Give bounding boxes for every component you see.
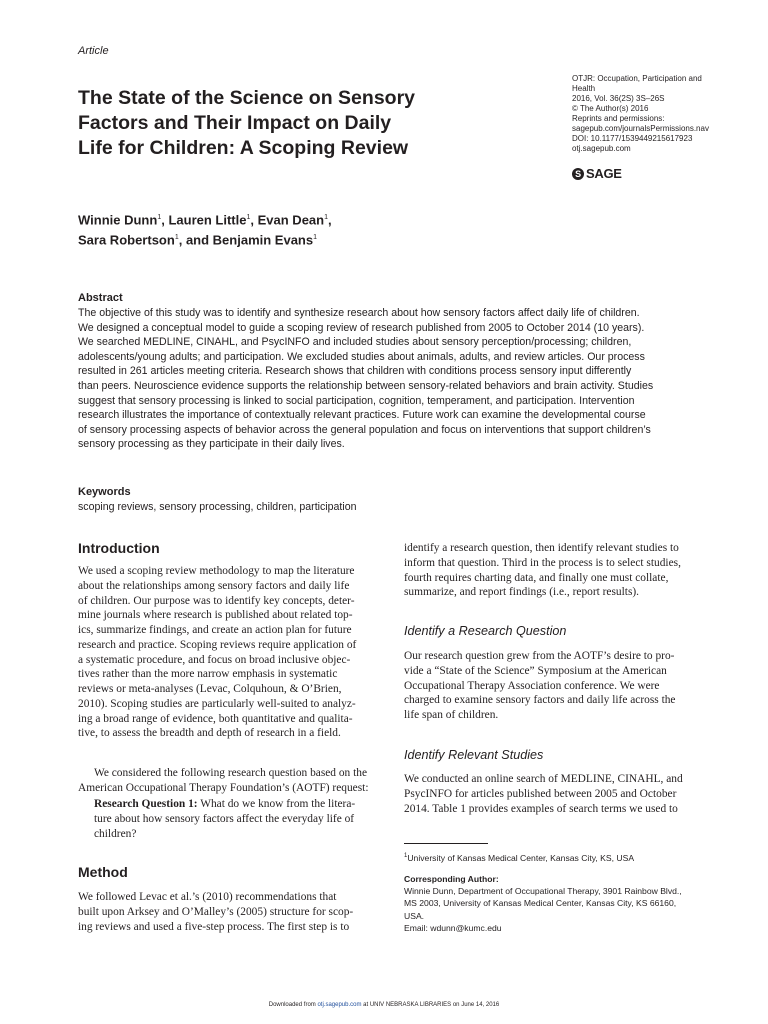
download-suffix: at UNIV NEBRASKA LIBRARIES on June 14, 2016 — [361, 1002, 500, 1008]
body-line: fourth requires charting data, and finally one must collate, — [404, 571, 669, 584]
footnotes — [404, 850, 714, 934]
body-line: We followed Levac et al.’s (2010) recommendations that — [78, 891, 337, 903]
journal-info-line: otj.sagepub.com — [572, 144, 631, 153]
affiliation-marker: 1 — [324, 214, 329, 221]
body-line: about the relationships among sensory factors and daily life — [78, 579, 350, 592]
body-line: children? — [94, 827, 137, 840]
sage-logo-text: SAGE — [586, 166, 622, 181]
keywords-list: scoping reviews, sensory processing, children, participation — [78, 501, 357, 513]
body-line: 2014. Table 1 provides examples of search terms we used to — [404, 802, 678, 815]
body-line: We considered the following research question based on the — [94, 767, 368, 779]
body-line: American Occupational Therapy Foundation’s (AOTF) request: — [78, 781, 369, 794]
author-separator: , — [250, 212, 258, 228]
affiliation-text: University of Kansas Medical Center, Kansas City, KS, USA — [407, 852, 635, 863]
abstract-line: The objective of this study was to identify and synthesize research about how sensory factors affect daily life of children. — [78, 307, 640, 319]
title-line: Life for Children: A Scoping Review — [78, 137, 409, 159]
abstract-line: resulted in 261 articles meeting criteria. Research shows that children with conditions process sensory input differently — [78, 365, 632, 378]
download-link[interactable]: otj.sagepub.com — [317, 1002, 362, 1008]
title-line: Factors and Their Impact on Daily — [78, 112, 392, 134]
journal-info-line: DOI: 10.1177/1539449215617923 — [572, 134, 693, 143]
body-line: ture about how sensory factors affect the everyday life of — [94, 812, 355, 825]
body-line — [94, 797, 386, 812]
body-line: Our research question grew from the AOTF’s desire to pro- — [404, 650, 675, 662]
corresponding-author-heading: Corresponding Author: — [404, 874, 499, 885]
author-line — [78, 229, 558, 249]
author-name: Winnie Dunn — [78, 212, 158, 228]
body-line: mine journals where research is published about related top- — [78, 609, 353, 622]
research-question-text: What do we know from the litera- — [197, 798, 356, 810]
research-question-label: Research Question 1: — [94, 798, 198, 810]
affiliation-marker: 1 — [174, 234, 179, 242]
abstract-line: sensory processing as they participate in their daily lives. — [78, 438, 345, 451]
abstract-body — [78, 306, 708, 452]
journal-info-line: Reprints and permissions: — [572, 114, 665, 123]
author-name: Benjamin Evans — [212, 232, 314, 248]
author-name: Evan Dean — [257, 212, 325, 228]
body-line: ics, summarize findings, and create an action plan for future — [78, 624, 352, 636]
abstract-line: research illustrates the importance of contextually relevant practices. Future work can examine the developmental course — [78, 409, 646, 422]
body-line: research and practice. Scoping reviews require application of — [78, 638, 357, 651]
method-paragraph — [78, 890, 384, 934]
affiliation-footnote — [404, 850, 714, 864]
abstract-heading: Abstract — [78, 292, 123, 304]
download-notice — [0, 1002, 768, 1008]
abstract-line: adolescents/young adults; and participation. We excluded studies about animals, adults, and review articles. Our process — [78, 350, 645, 363]
affiliation-marker: 1 — [246, 214, 251, 221]
body-line: inform that question. Third in the process is to select studies, — [404, 556, 681, 569]
journal-info-line: sagepub.com/journalsPermissions.nav — [572, 124, 709, 133]
corresponding-author-line: MS 2003, University of Kansas Medical Center, Kansas City, KS 66160, — [404, 898, 677, 909]
article-title — [78, 86, 498, 161]
author-line — [78, 209, 558, 229]
abstract-line: We designed a conceptual model to guide a scoping review of research published from 2005 to October 2014 (10 years). — [78, 321, 645, 334]
body-line: Occupational Therapy Association conference. We were — [404, 679, 660, 692]
body-line: of children. Our purpose was to identify key concepts, deter- — [78, 594, 355, 607]
author-name: Lauren Little — [168, 212, 247, 228]
identify-research-question-heading: Identify a Research Question — [404, 624, 567, 638]
abstract-line: than peers. Neuroscience evidence supports the relationship between sensory-related behaviors and brain activity. Studies — [78, 379, 654, 392]
abstract-line: of sensory processing aspects of behavior across the general population and focus on interventions that support children’s — [78, 423, 651, 436]
body-line: life span of children. — [404, 709, 499, 721]
author-separator: , and — [178, 232, 213, 248]
author-list — [78, 209, 558, 250]
affiliation-marker: 1 — [157, 214, 162, 221]
abstract-line: We searched MEDLINE, CINAHL, and PsycINFO and included studies about sensory perception/processing; children, — [78, 336, 632, 349]
journal-info-line: © The Author(s) 2016 — [572, 104, 649, 113]
identify-relevant-studies-paragraph — [404, 772, 710, 816]
author-separator: , — [161, 212, 169, 228]
body-line: reviews or meta-analyses (Levac, Colquhoun, & O’Brien, — [78, 683, 342, 695]
footnote-divider — [404, 843, 488, 844]
journal-info-line: Health — [572, 84, 596, 93]
body-line: tive, to assess the breadth and depth of research in a field. — [78, 727, 341, 740]
download-prefix: Downloaded from — [268, 1002, 318, 1008]
corresponding-author-line: USA. — [404, 910, 425, 921]
journal-info-line: 2016, Vol. 36(2S) 3S–26S — [572, 94, 665, 103]
body-line: charged to examine sensory factors and daily life across the — [404, 694, 676, 707]
research-question-block — [94, 797, 386, 841]
author-separator: , — [328, 212, 332, 228]
title-line: The State of the Science on Sensory — [78, 87, 416, 109]
abstract-line: suggest that sensory processing is linked to social participation, cognition, temperament, and participation. Intervention — [78, 394, 635, 407]
affiliation-marker: 1 — [313, 234, 318, 242]
body-line: tives rather than the more narrow emphasis in systematic — [78, 668, 338, 681]
identify-research-question-paragraph — [404, 649, 710, 723]
article-type-label: Article — [78, 45, 109, 57]
body-line: PsycINFO for articles published between 2005 and October — [404, 787, 677, 800]
body-line: ing a broad range of evidence, both quantitative and qualita- — [78, 712, 353, 725]
body-line: identify a research question, then identify relevant studies to — [404, 542, 679, 554]
body-line: ing reviews and used a five-step process. The first step is to — [78, 920, 350, 933]
introduction-paragraph — [78, 766, 384, 796]
body-line: 2010). Scoping studies are particularly well-suited to analyz- — [78, 697, 356, 710]
sage-logo-icon: S — [572, 168, 584, 180]
corresponding-author-line: Winnie Dunn, Department of Occupational Therapy, 3901 Rainbow Blvd., — [404, 886, 682, 897]
body-line: built upon Arksey and O’Malley’s (2005) structure for scop- — [78, 905, 354, 918]
body-line: We used a scoping review methodology to map the literature — [78, 565, 355, 577]
author-name: Sara Robertson — [78, 232, 175, 248]
corresponding-author-email: Email: wdunn@kumc.edu — [404, 922, 502, 933]
body-line: summarize, and report findings (i.e., report results). — [404, 586, 640, 599]
method-paragraph-continued — [404, 541, 710, 600]
body-line: a systematic procedure, and focus on broad inclusive objec- — [78, 653, 351, 666]
identify-relevant-studies-heading: Identify Relevant Studies — [404, 748, 544, 762]
affiliation-marker: 1 — [404, 853, 408, 859]
sage-logo — [572, 166, 622, 181]
body-line: vide a “State of the Science” Symposium at the American — [404, 664, 667, 677]
keywords-heading: Keywords — [78, 486, 131, 498]
journal-info — [572, 74, 722, 154]
method-heading: Method — [78, 864, 128, 880]
journal-info-line: OTJR: Occupation, Participation and — [572, 74, 702, 83]
introduction-paragraph — [78, 564, 384, 741]
body-line: We conducted an online search of MEDLINE, CINAHL, and — [404, 773, 683, 785]
introduction-heading: Introduction — [78, 540, 160, 556]
